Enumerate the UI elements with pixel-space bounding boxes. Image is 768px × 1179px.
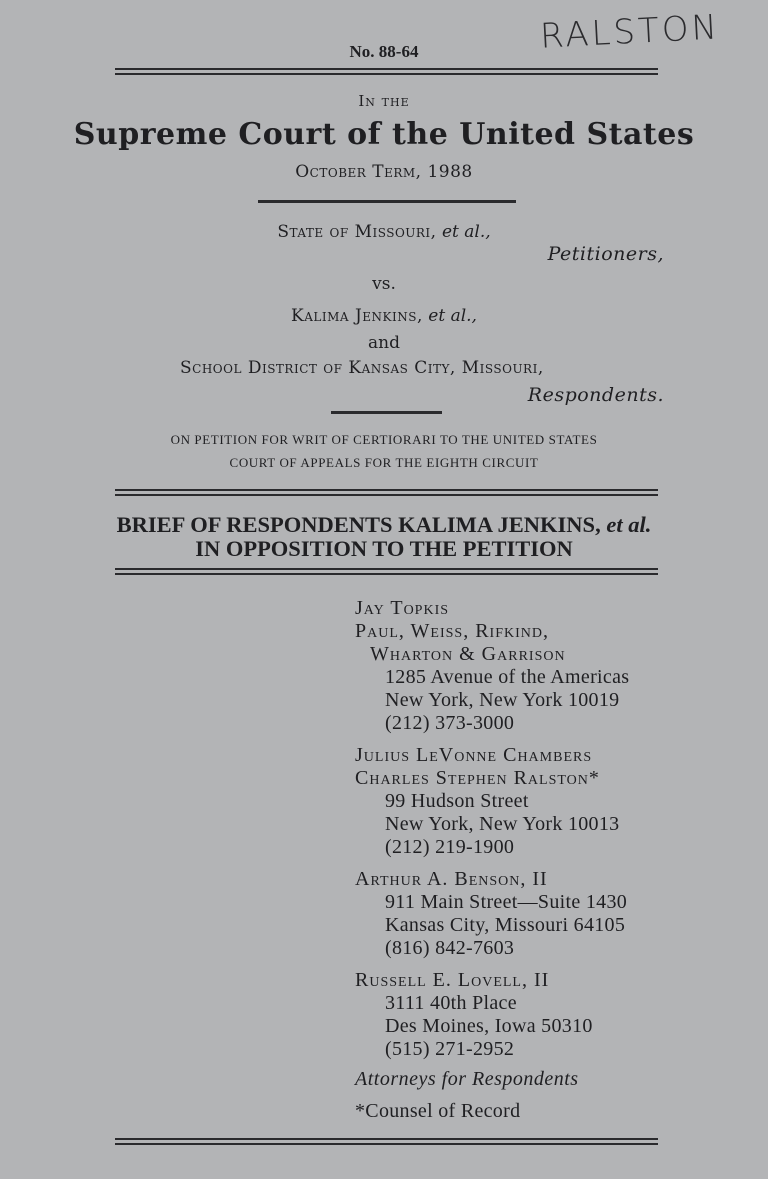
counsel-phone: (212) 219-1900: [385, 836, 515, 858]
attorneys-for-respondents: Attorneys for Respondents: [355, 1068, 579, 1090]
counsel-address-line: New York, New York 10019: [385, 689, 620, 711]
counsel-block-4: [355, 969, 629, 1061]
counsel-name: Arthur A. Benson, II: [355, 868, 548, 890]
brief-title-main: BRIEF OF RESPONDENTS KALIMA JENKINS,: [116, 512, 601, 537]
counsel-name: Julius LeVonne Chambers: [355, 744, 593, 766]
respondents-role: Respondents.: [527, 384, 664, 406]
court-prefix: In the: [358, 92, 410, 110]
petitioner-line: [0, 222, 768, 242]
petitioners-role: Petitioners,: [547, 243, 664, 265]
counsel-name: Charles Stephen Ralston*: [355, 767, 600, 789]
counsel-firm: Paul, Weiss, Rifkind,: [355, 620, 549, 642]
counsel-firm-cont: Wharton & Garrison: [370, 643, 566, 665]
counsel-name: Jay Topkis: [355, 597, 450, 619]
counsel-phone: (816) 842-7603: [385, 937, 515, 959]
petition-line-2: COURT OF APPEALS FOR THE EIGHTH CIRCUIT: [229, 455, 539, 470]
brief-title-top-rule: [115, 489, 658, 496]
handwritten-ralston-note: RALSTON: [539, 7, 721, 57]
petition-line-1: ON PETITION FOR WRIT OF CERTIORARI TO THE UNITED STATES: [170, 432, 598, 447]
petitioner-name: State of Missouri,: [277, 222, 437, 242]
versus: vs.: [372, 274, 396, 294]
counsel-of-record-note: *Counsel of Record: [355, 1100, 521, 1122]
counsel-list: [355, 597, 629, 1123]
parties-rule: [331, 411, 442, 414]
brief-title-line-1: [0, 512, 768, 538]
counsel-block-2: [355, 744, 629, 859]
counsel-address-line: 3111 40th Place: [385, 992, 517, 1014]
respondent2-name: School District of Kansas City, Missouri,: [180, 358, 544, 378]
term-rule: [258, 200, 516, 203]
brief-title-etal: et al.: [606, 512, 652, 537]
respondent1-name: Kalima Jenkins,: [291, 306, 423, 326]
counsel-address-line: Des Moines, Iowa 50310: [385, 1015, 593, 1037]
respondent1-etal: et al.,: [428, 306, 477, 326]
brief-title-bottom-rule: [115, 568, 658, 575]
counsel-block-1: [355, 597, 629, 735]
header-double-rule: [115, 68, 658, 75]
counsel-block-3: [355, 868, 629, 960]
court-term: October Term, 1988: [295, 162, 473, 182]
counsel-address-line: 99 Hudson Street: [385, 790, 529, 812]
petitioner-etal: et al.,: [441, 222, 491, 242]
counsel-address-line: New York, New York 10013: [385, 813, 620, 835]
counsel-address-line: Kansas City, Missouri 64105: [385, 914, 626, 936]
counsel-address-line: 1285 Avenue of the Americas: [385, 666, 630, 688]
respondent1-line: [0, 306, 768, 326]
court-name: Supreme Court of the United States: [73, 117, 695, 152]
case-number: No. 88-64: [349, 42, 419, 61]
counsel-phone: (212) 373-3000: [385, 712, 515, 734]
footer-double-rule: [115, 1138, 658, 1145]
counsel-name: Russell E. Lovell, II: [355, 969, 550, 991]
conjunction: and: [368, 333, 400, 353]
counsel-address-line: 911 Main Street—Suite 1430: [385, 891, 628, 913]
brief-title-line-2: IN OPPOSITION TO THE PETITION: [195, 536, 573, 561]
counsel-phone: (515) 271-2952: [385, 1038, 515, 1060]
